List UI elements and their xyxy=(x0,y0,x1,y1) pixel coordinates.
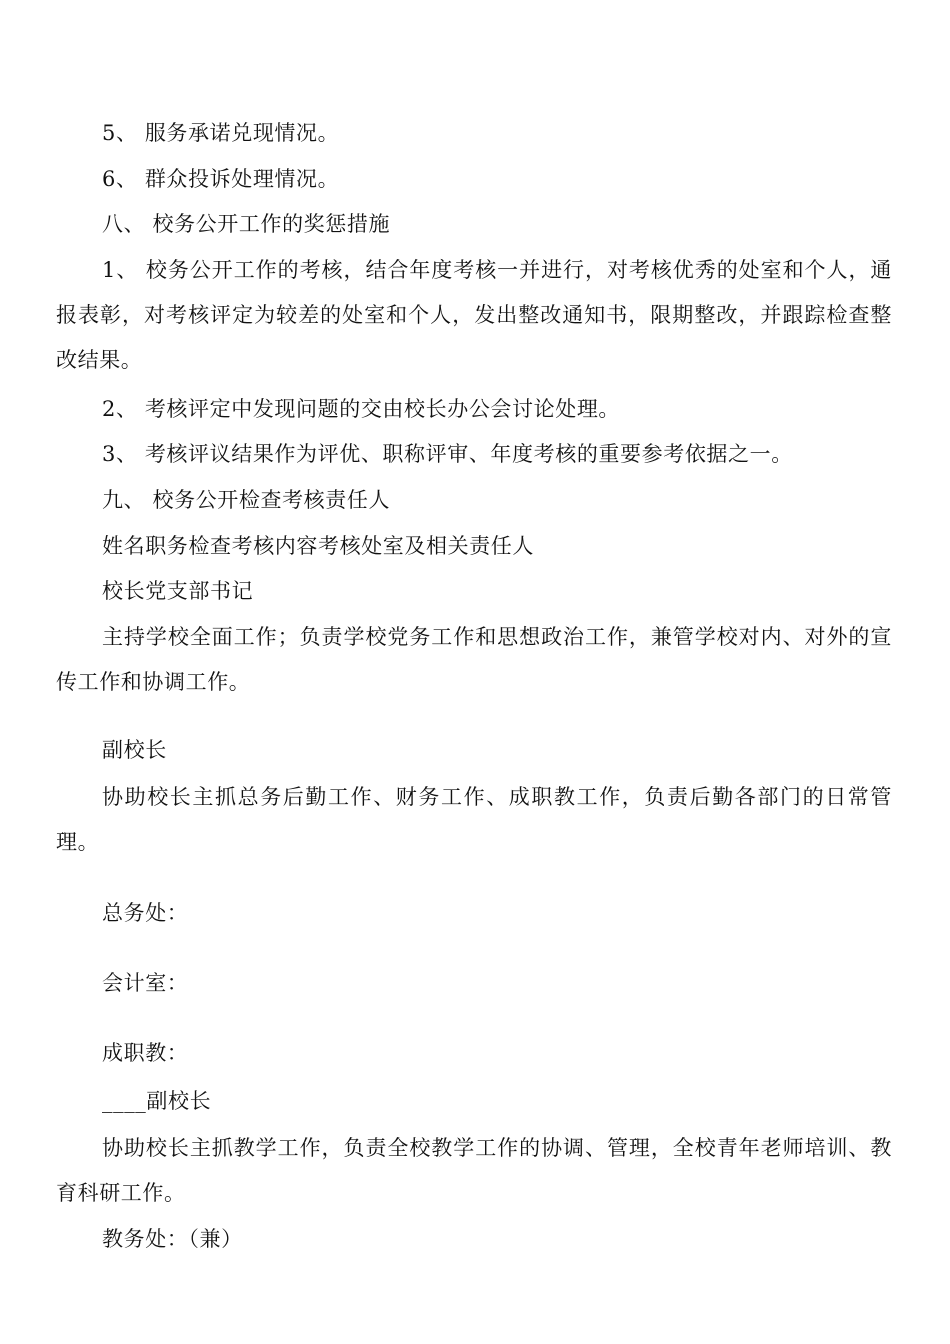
paragraph-item-6: 6、 群众投诉处理情况。 xyxy=(102,167,340,191)
section-heading-8: 八、 校务公开工作的奖惩措施 xyxy=(102,212,391,236)
paragraph-assessment-2: 2、 考核评定中发现问题的交由校长办公会讨论处理。 xyxy=(102,397,621,421)
table-header-line: 姓名职务检查考核内容考核处室及相关责任人 xyxy=(102,534,534,558)
dept-adult-vocational: 成职教： xyxy=(102,1041,189,1065)
role-vice-principal-2: ____副校长 xyxy=(102,1089,212,1113)
dept-general-affairs: 总务处： xyxy=(102,901,189,925)
role-principal: 校长党支部书记 xyxy=(102,579,254,603)
dept-academic-affairs: 教务处：（兼） xyxy=(102,1227,243,1251)
paragraph-assessment-3: 3、 考核评议结果作为评优、职称评审、年度考核的重要参考依据之一。 xyxy=(102,442,793,466)
vice-principal-2-duties: 协助校长主抓教学工作，负责全校教学工作的协调、管理，全校青年老师培训、教育科研工作。 xyxy=(56,1136,892,1205)
section-heading-9: 九、 校务公开检查考核责任人 xyxy=(102,488,391,512)
paragraph-item-5: 5、 服务承诺兑现情况。 xyxy=(102,121,340,145)
principal-duties: 主持学校全面工作；负责学校党务工作和思想政治工作，兼管学校对内、对外的宣传工作和协调工作。 xyxy=(56,625,892,694)
paragraph-assessment-1: 1、 校务公开工作的考核，结合年度考核一并进行，对考核优秀的处室和个人，通报表彰，对考核评定为较差的处室和个人，发出整改通知书，限期整改，并跟踪检查整改结果。 xyxy=(56,258,892,372)
role-vice-principal-1: 副校长 xyxy=(102,738,167,762)
dept-accounting: 会计室： xyxy=(102,971,189,995)
vice-principal-1-duties: 协助校长主抓总务后勤工作、财务工作、成职教工作，负责后勤各部门的日常管理。 xyxy=(56,785,892,854)
